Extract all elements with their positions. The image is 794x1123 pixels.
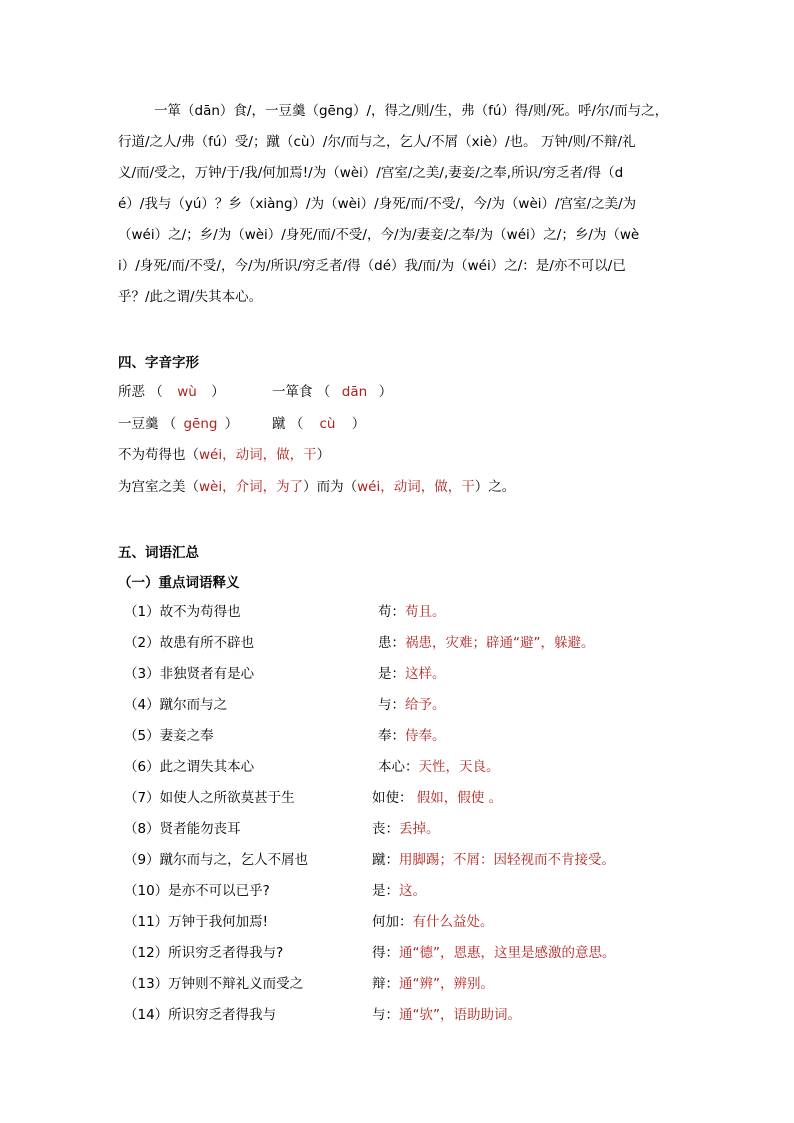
section5-title: 五、词语汇总 [118, 545, 199, 561]
pronunciation-item: 不为苟得也（wéi，动词，做，干） [118, 447, 331, 463]
answer: 如使： 假如，假使 。 [372, 790, 503, 806]
pronunciation-item: 一箪食 （ dān ） [272, 384, 393, 400]
passage-line: i）/身死/而/不受/，今/为/所识/穷乏者/得（dé）我/而/为（wéi）之/：是/亦不可以/已 [118, 258, 626, 274]
pronunciation-row [118, 412, 718, 444]
pinyin: gēng [183, 415, 218, 432]
list-item [118, 941, 698, 972]
answer: 苟：苟且。 [378, 604, 446, 620]
question: （3）非独贤者有是心 [124, 666, 255, 682]
list-item [118, 879, 698, 910]
question: （8）贤者能勿丧耳 [124, 821, 241, 837]
answer: 奉：侍奉。 [378, 728, 446, 744]
question: （10）是亦不可以已乎? [124, 883, 270, 899]
answer: 丧：丢掉。 [372, 821, 440, 837]
list-item [118, 724, 698, 755]
usage-note: wéi，动词，做，干 [357, 478, 475, 495]
passage-line: 乎？/此之谓/失其本心。 [118, 289, 263, 305]
pronunciation-item: 蹴 （ cù ） [272, 415, 366, 432]
passage-line: 一箪（dān）食/，一豆羹（gēng）/，得之/则/生，弗（fú）得/则/死。呼/尔/而与之， [154, 103, 669, 119]
passage-line: é）/我与（yú）？乡（xiàng）/为（wèi）/身死/而/不受/，今/为（wèi）/宫室/之美/为 [118, 196, 637, 212]
question: （4）蹴尔而与之 [124, 697, 228, 713]
list-item [118, 848, 698, 879]
list-item [118, 662, 698, 693]
answer: 得：通“德”，恩惠，这里是感激的意思。 [372, 945, 616, 961]
pronunciation-item: 所恶 （ wù ） [118, 384, 225, 400]
question: （2）故患有所不辟也 [124, 635, 255, 651]
pronunciation-item: 为宫室之美（wèi，介词，为了）而为（wéi，动词，做，干）之。 [118, 478, 516, 495]
pinyin: wù [177, 384, 197, 400]
question: （12）所识穷乏者得我与? [124, 945, 284, 961]
word: 所恶 [118, 384, 145, 400]
answer: 辩：通“辨”，辨别。 [372, 976, 494, 992]
list-item [118, 693, 698, 724]
answer: 是：这样。 [378, 666, 446, 682]
answer: 本心：天性，天良。 [378, 759, 500, 775]
list-item [118, 817, 698, 848]
question: （1）故不为苟得也 [124, 604, 241, 620]
passage-line: 义/而/受之，万钟/于/我/何加焉!/为（wèi）/宫室/之美/,妻妾/之奉,所识/穷乏者/得（d [118, 165, 624, 181]
pronunciation-section [118, 380, 718, 506]
pronunciation-row [118, 475, 718, 507]
list-item [118, 1003, 698, 1034]
list-item [118, 600, 698, 631]
question: （14）所识穷乏者得我与 [124, 1007, 277, 1023]
vocabulary-list [118, 600, 698, 1034]
list-item [118, 910, 698, 941]
passage-line: （wéi）之/；乡/为（wèi）/身死/而/不受/，今/为/妻妾/之奉/为（wéi）之/；乡/为（wè [118, 227, 640, 243]
pronunciation-item: 一豆羹 （ gēng ） [118, 415, 239, 432]
word: 一豆羹 [118, 415, 159, 432]
answer: 蹴：用脚踢；不屑：因轻视而不肯接受。 [372, 852, 615, 868]
usage-note: wéi，动词，做，干 [199, 447, 317, 463]
question: （11）万钟于我何加焉! [124, 914, 269, 930]
word: 蹴 [272, 415, 286, 432]
question: （6）此之谓失其本心 [124, 759, 255, 775]
answer: 是：这。 [372, 883, 426, 899]
answer: 何加：有什么益处。 [372, 914, 494, 930]
list-item [118, 631, 698, 662]
word: 为宫室之美 [118, 478, 186, 495]
question: （13）万钟则不辩礼义而受之 [124, 976, 304, 992]
pronunciation-row [118, 380, 718, 412]
question: （9）蹴尔而与之，乞人不屑也 [124, 852, 309, 868]
answer: 与：给予。 [378, 697, 446, 713]
list-item [118, 786, 698, 817]
pronunciation-row [118, 443, 718, 475]
pinyin: cù [319, 415, 336, 432]
question: （7）如使人之所欲莫甚于生 [124, 790, 295, 806]
section4-title: 四、字音字形 [118, 355, 199, 371]
passage-line: 行道/之人/弗（fú）受/；蹴（cù）/尔/而与之，乞人/不屑（xiè）/也。 万钟/则/不辩/礼 [118, 134, 636, 150]
list-item [118, 755, 698, 786]
word: 不为苟得也 [118, 447, 186, 463]
answer: 患：祸患，灾难；辟通“避”，躲避。 [378, 635, 595, 651]
question: （5）妻妾之奉 [124, 728, 214, 744]
pinyin: dān [341, 384, 368, 400]
answer: 与：通“欤”，语助助词。 [372, 1007, 521, 1023]
passage-paragraph [118, 96, 674, 313]
list-item [118, 972, 698, 1003]
section5-subtitle: （一）重点词语释义 [118, 575, 240, 591]
usage-note: wèi，介词，为了 [199, 478, 304, 495]
word: 一箪食 [272, 384, 313, 400]
